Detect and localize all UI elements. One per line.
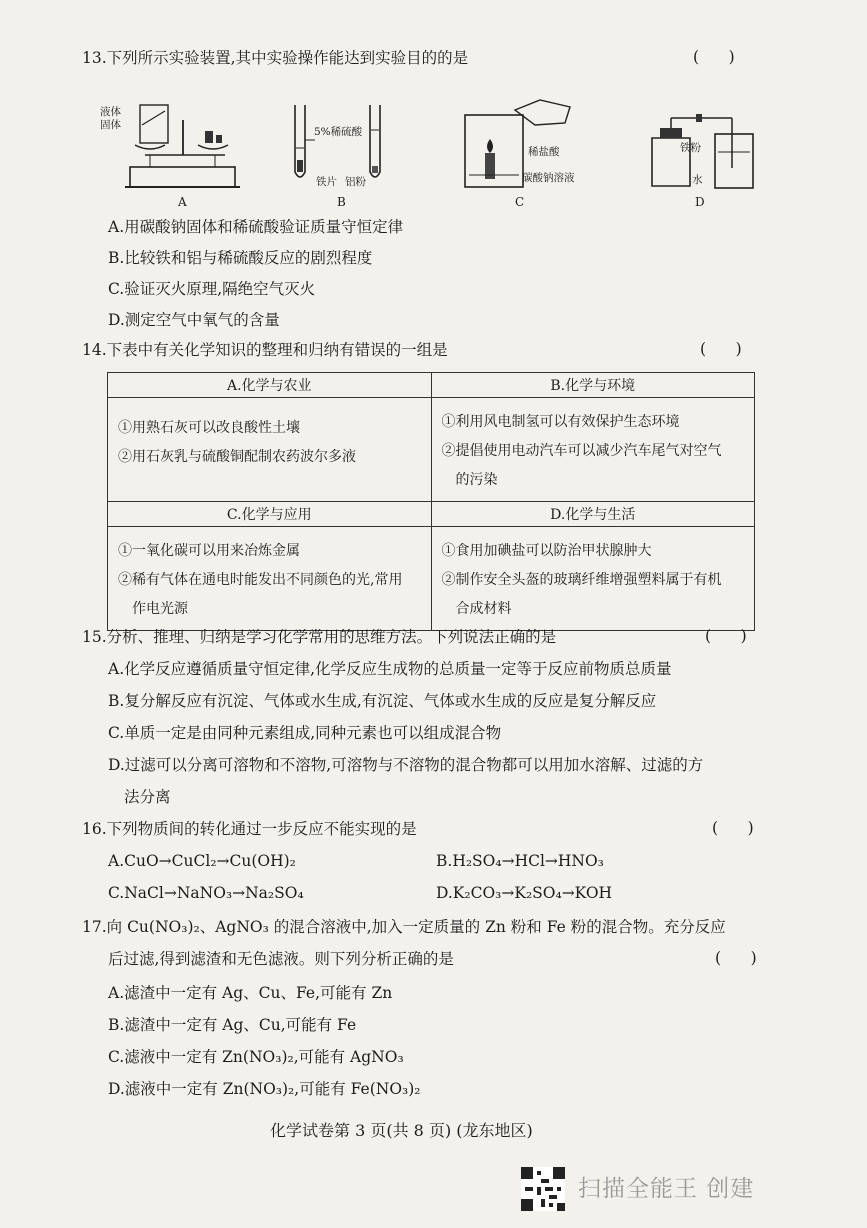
q13-option-b: B.比较铁和铝与稀硫酸反应的剧烈程度	[108, 249, 373, 267]
table-d-item-2b: 合成材料	[455, 601, 512, 617]
page-footer: 化学试卷第 3 页(共 8 页) (龙东地区)	[270, 1121, 533, 1140]
table-cell-c	[108, 527, 432, 631]
q16-option-c: C.NaCl→NaNO₃→Na₂SO₄	[108, 884, 304, 902]
q16-answer-paren: ( )	[712, 819, 754, 837]
fig-b-acid-label: 5%稀硫酸	[314, 126, 363, 138]
q17-stem-line2: 后过滤,得到滤渣和无色滤液。则下列分析正确的是	[108, 950, 454, 968]
table-head-d: D.化学与生活	[431, 502, 755, 527]
q17-stem-line1: 17.向 Cu(NO₃)₂、AgNO₃ 的混合溶液中,加入一定质量的 Zn 粉和 Fe 粉的混合物。充分反应	[82, 918, 726, 936]
table-cell-d	[431, 527, 755, 631]
q14-answer-paren: ( )	[700, 340, 742, 358]
fig-d-iron-label: 铁粉	[680, 142, 701, 154]
q15-option-d: D.过滤可以分离可溶物和不溶物,可溶物与不溶物的混合物都可以用加水溶解、过滤的方	[108, 756, 704, 774]
fig-c-hcl-label: 稀盐酸	[528, 146, 560, 158]
q15-option-d-cont: 法分离	[124, 788, 171, 806]
table-cell-b	[431, 398, 755, 502]
q17-option-c: C.滤液中一定有 Zn(NO₃)₂,可能有 AgNO₃	[108, 1048, 404, 1066]
q13-answer-paren: ( )	[693, 48, 735, 66]
table-a-item-1: ①用熟石灰可以改良酸性土壤	[118, 420, 300, 436]
table-head-b: B.化学与环境	[431, 373, 755, 398]
fig-caption-c: C	[515, 195, 525, 209]
table-b-item-2b: 的污染	[455, 472, 498, 488]
fig-d-water-label: 水	[692, 174, 703, 186]
table-head-a: A.化学与农业	[108, 373, 432, 398]
fig-caption-b: B	[337, 195, 346, 209]
q17-option-a: A.滤渣中一定有 Ag、Cu、Fe,可能有 Zn	[108, 984, 393, 1002]
fig-a-solid-label: 固体	[100, 119, 121, 131]
fig-b-al-label: 铝粉	[345, 176, 366, 188]
q16-option-b: B.H₂SO₄→HCl→HNO₃	[436, 852, 604, 870]
table-d-item-2a: ②制作安全头盔的玻璃纤维增强塑料属于有机	[441, 572, 722, 588]
q16-option-a: A.CuO→CuCl₂→Cu(OH)₂	[108, 852, 296, 870]
q17-option-b: B.滤渣中一定有 Ag、Cu,可能有 Fe	[108, 1016, 357, 1034]
fig-a-liquid-label: 液体	[100, 106, 121, 118]
fig-caption-d: D	[695, 195, 705, 209]
q16-stem: 16.下列物质间的转化通过一步反应不能实现的是	[82, 820, 417, 838]
q15-option-c: C.单质一定是由同种元素组成,同种元素也可以组成混合物	[108, 724, 502, 742]
table-cell-a	[108, 398, 432, 502]
table-a-item-2: ②用石灰乳与硫酸铜配制农药波尔多液	[118, 449, 356, 465]
q16-option-d: D.K₂CO₃→K₂SO₄→KOH	[436, 884, 613, 902]
q17-option-d: D.滤液中一定有 Zn(NO₃)₂,可能有 Fe(NO₃)₂	[108, 1080, 421, 1098]
qr-code-icon	[521, 1167, 565, 1211]
table-b-item-2a: ②提倡使用电动汽车可以减少汽车尾气对空气	[441, 443, 722, 459]
table-c-item-2a: ②稀有气体在通电时能发出不同颜色的光,常用	[118, 572, 403, 588]
q14-table	[107, 372, 755, 631]
table-c-item-1: ①一氧化碳可以用来冶炼金属	[118, 543, 300, 559]
q15-stem: 15.分析、推理、归纳是学习化学常用的思维方法。下列说法正确的是	[82, 628, 557, 646]
q15-option-b: B.复分解反应有沉淀、气体或水生成,有沉淀、气体或水生成的反应是复分解反应	[108, 692, 657, 710]
q17-answer-paren: ( )	[715, 949, 757, 967]
q13-option-a: A.用碳酸钠固体和稀硫酸验证质量守恒定律	[108, 218, 404, 236]
q15-answer-paren: ( )	[705, 627, 747, 645]
table-head-c: C.化学与应用	[108, 502, 432, 527]
scanner-brand-watermark: 扫描全能王 创建	[578, 1176, 755, 1202]
table-c-item-2b: 作电光源	[132, 601, 188, 617]
table-d-item-1: ①食用加碘盐可以防治甲状腺肿大	[441, 543, 652, 559]
q13-option-d: D.测定空气中氧气的含量	[108, 311, 280, 329]
q13-stem: 13.下列所示实验装置,其中实验操作能达到实验目的的是	[82, 49, 469, 67]
fig-caption-a: A	[178, 195, 187, 209]
q13-option-c: C.验证灭火原理,隔绝空气灭火	[108, 280, 316, 298]
table-b-item-1: ①利用风电制氢可以有效保护生态环境	[441, 414, 680, 430]
q15-option-a: A.化学反应遵循质量守恒定律,化学反应生成物的总质量一定等于反应前物质总质量	[108, 660, 672, 678]
fig-c-na2co3-label: 碳酸钠溶液	[522, 172, 575, 184]
q14-stem: 14.下表中有关化学知识的整理和归纳有错误的一组是	[82, 341, 448, 359]
fig-b-iron-label: 铁片	[316, 176, 337, 188]
